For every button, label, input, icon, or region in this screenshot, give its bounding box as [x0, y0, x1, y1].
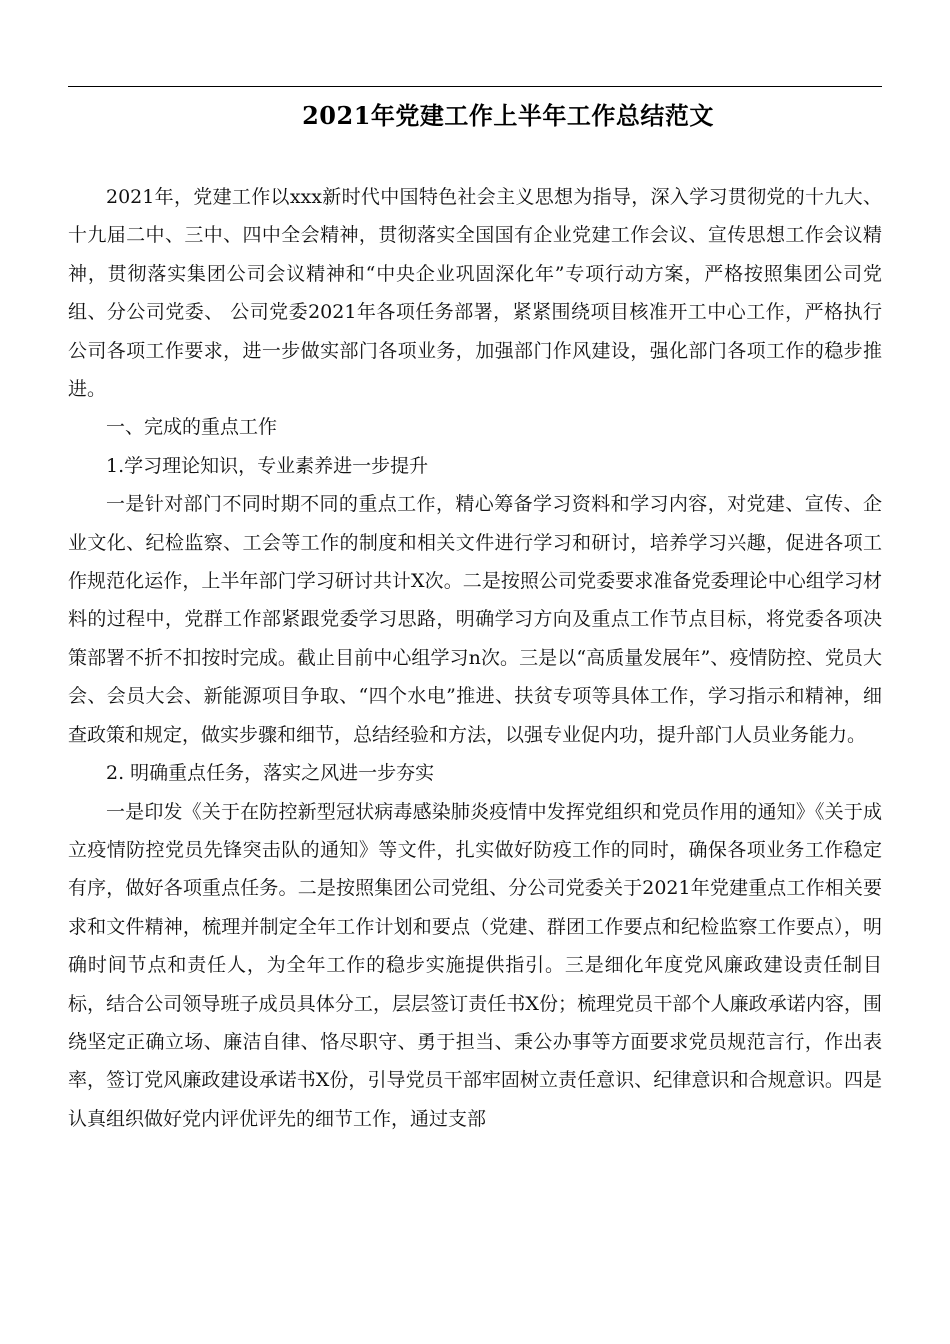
subheading-1: 1.学习理论知识，专业素养进一步提升 — [106, 454, 429, 477]
subheading-2: 2. 明确重点任务，落实之风进一步夯实 — [106, 762, 435, 785]
section-heading: 一、完成的重点工作 — [106, 416, 278, 439]
document-body — [68, 178, 882, 1138]
body-paragraph: 一是印发《关于在防控新型冠状病毒感染肺炎疫情中发挥党组织和党员作用的通知》《关于成立疫情防控党员先锋突击队的通知》等文件，扎实做好防疫工作的同时，确保各项业务工作稳定有序，做好各项重点任务。二是按照集团公司党组、分公司党委关于2021年党建重点工作相关要求和文件精神，梳理并制定全年工作计划和要点（党建、群团工作要点和纪检监察工作要点），明确时间节点和责任人，为全年工作的稳步实施提供指引。三是细化年度党风廉政建设责任制目标，结合公司领导班子成员具体分工，层层签订责任书X份；梳理党员干部个人廉政承诺内容，围绕坚定正确立场、廉洁自律、恪尽职守、勇于担当、秉公办事等方面要求党员规范言行，作出表率，签订党风廉政建设承诺书X份，引导党员干部牢固树立责任意识、纪律意识和合规意识。四是认真组织做好党内评优评先的细节工作，通过支部 — [68, 800, 882, 1130]
intro-paragraph: 2021年，党建工作以xxx新时代中国特色社会主义思想为指导，深入学习贯彻党的十九大、十九届二中、三中、四中全会精神，贯彻落实全国国有企业党建工作会议、宣传思想工作会议精神，贯彻落实集团公司会议精神和“中央企业巩固深化年”专项行动方案，严格按照集团公司党组、分公司党委、 公司党委2021年各项任务部署，紧紧围绕项目核准开工中心工作，严格执行公司各项工作要求，进一步做实部门各项业务，加强部门作风建设，强化部门各项工作的稳步推进。 — [68, 186, 882, 401]
document-title: 2021年党建工作上半年工作总结范文 — [302, 101, 714, 130]
header-divider — [68, 86, 882, 87]
body-paragraph: 一是针对部门不同时期不同的重点工作，精心筹备学习资料和学习内容，对党建、宣传、企业文化、纪检监察、工会等工作的制度和相关文件进行学习和研讨，培养学习兴趣，促进各项工作规范化运作，上半年部门学习研讨共计X次。二是按照公司党委要求准备党委理论中心组学习材料的过程中，党群工作部紧跟党委学习思路，明确学习方向及重点工作节点目标，将党委各项决策部署不折不扣按时完成。截止目前中心组学习n次。三是以“高质量发展年”、疫情防控、党员大会、会员大会、新能源项目争取、“四个水电”推进、扶贫专项等具体工作，学习指示和精神，细查政策和规定，做实步骤和细节，总结经验和方法，以强专业促内功，提升部门人员业务能力。 — [68, 493, 882, 746]
